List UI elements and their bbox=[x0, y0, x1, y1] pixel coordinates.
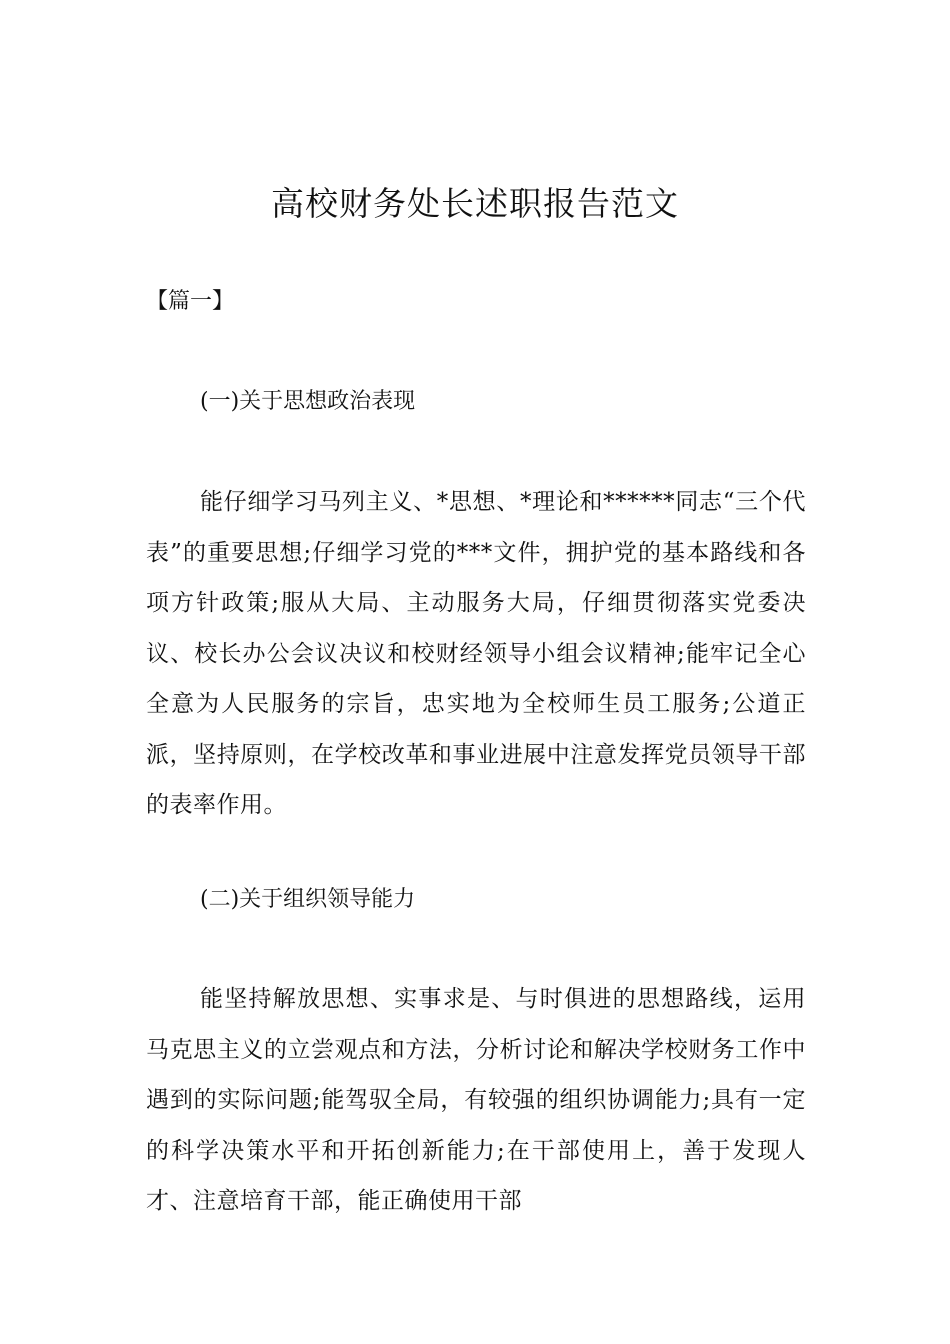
section-heading-2: (二)关于组织领导能力 bbox=[200, 887, 416, 912]
section-paragraph-2: 能坚持解放思想、实事求是、与时俱进的思想路线，运用马克思主义的立尝观点和方法，分析讨论和解决学校财务工作中遇到的实际问题;能驾驭全局，有较强的组织协调能力;具有一定的科学决策水平和开拓创新能力;在干部使用上，善于发现人才、注意培育干部，能正确使用干部 bbox=[146, 986, 806, 1214]
document-title: 高校财务处长述职报告范文 bbox=[271, 184, 679, 223]
section-heading-1: (一)关于思想政治表现 bbox=[200, 389, 416, 414]
part-label: 【篇一】 bbox=[146, 289, 235, 314]
section-paragraph-1: 能仔细学习马列主义、*思想、*理论和******同志“三个代表”的重要思想;仔细学习党的***文件，拥护党的基本路线和各项方针政策;服从大局、主动服务大局，仔细贯彻落实党委决议、校长办公会议决议和校财经领导小组会议精神;能牢记全心全意为人民服务的宗旨，忠实地为全校师生员工服务;公道正派，坚持原则，在学校改革和事业进展中注意发挥党员领导干部的表率作用。 bbox=[146, 489, 806, 818]
